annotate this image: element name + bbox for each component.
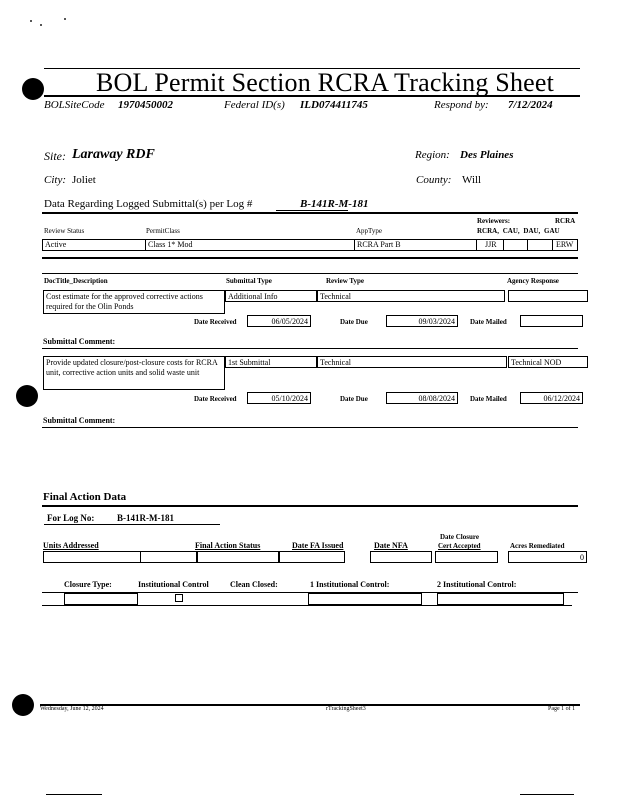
punch-hole — [12, 694, 34, 716]
scan-speck — [30, 20, 32, 22]
submittal-1-description: Cost estimate for the approved corrective actions required for the Olin Ponds — [43, 290, 225, 314]
submittal-2-type: 1st Submittal — [225, 356, 317, 368]
reviewer-rcra-value: JJR — [485, 240, 497, 249]
col-rcra-cau-dau-gau: RCRA, CAU, DAU, GAU — [477, 227, 560, 235]
federal-id-value: ILD074411745 — [300, 99, 368, 111]
units-addressed-field — [43, 551, 197, 563]
punch-hole — [16, 385, 38, 407]
institutional-control-checkbox[interactable] — [175, 594, 183, 602]
submittal-1-agency-response — [508, 290, 588, 302]
log-number-underline — [276, 210, 348, 211]
col-divider — [527, 239, 528, 251]
site-code-label: BOLSiteCode — [44, 99, 105, 111]
submittal-1-review-type: Technical — [317, 290, 505, 302]
reviewer-gau-value: ERW — [556, 240, 574, 249]
federal-id-label: Federal ID(s) — [224, 99, 285, 111]
col-divider — [552, 239, 553, 251]
date-received-label: Date Received — [194, 318, 237, 326]
log-section-rule — [42, 212, 578, 214]
date-due-label: Date Due — [340, 318, 368, 326]
county-label: County: — [416, 174, 452, 186]
log-section-heading: Data Regarding Logged Submittal(s) per Log # — [44, 198, 253, 210]
scan-speck — [40, 24, 42, 26]
date-received-label: Date Received — [194, 395, 237, 403]
final-action-status-label: Final Action Status — [195, 541, 261, 550]
submittal-1-date-due: 09/03/2024 — [386, 315, 458, 327]
submittal-1-type: Additional Info — [225, 290, 317, 302]
closure-cert-field — [435, 551, 498, 563]
col-divider — [140, 551, 141, 563]
page-title: BOL Permit Section RCRA Tracking Sheet — [96, 68, 555, 97]
submittal-2-date-received: 05/10/2024 — [247, 392, 311, 404]
col-agency-response: Agency Response — [507, 277, 559, 285]
date-mailed-label: Date Mailed — [470, 318, 507, 326]
site-label: Site: — [44, 149, 66, 163]
permit-class-value: Class 1* Mod — [148, 240, 193, 249]
for-log-underline — [44, 524, 220, 525]
institutional-control-label: Institutional Control — [138, 580, 209, 589]
submittal-2-comment-label: Submittal Comment: — [43, 416, 116, 425]
col-submittal-type: Submittal Type — [226, 277, 272, 285]
comment-rule — [42, 427, 578, 428]
col-divider — [145, 239, 146, 251]
site-code-value: 1970450002 — [118, 99, 173, 111]
submittal-2-agency-response: Technical NOD — [508, 356, 588, 368]
col-divider — [503, 239, 504, 251]
title-bottom-rule — [44, 95, 580, 97]
submittal-2-review-type: Technical — [317, 356, 507, 368]
site-value: Laraway RDF — [72, 147, 155, 162]
units-addressed-label: Units Addressed — [43, 541, 99, 550]
footer-rule — [40, 704, 580, 706]
city-label: City: — [44, 174, 66, 186]
date-fa-issued-field — [279, 551, 345, 563]
app-type-value: RCRA Part B — [357, 240, 401, 249]
col-app-type: AppType — [356, 227, 382, 235]
col-doc-title: DocTitle_Description — [44, 277, 108, 285]
submittal-2-description: Provide updated closure/post-closure costs for RCRA unit, corrective action units and solid waste unit — [43, 356, 225, 390]
clean-closed-label: Clean Closed: — [230, 580, 278, 589]
submittal-1-comment-label: Submittal Comment: — [43, 337, 116, 346]
respond-by-value: 7/12/2024 — [508, 99, 553, 111]
county-value: Will — [462, 174, 482, 186]
date-closure-label: Date Closure — [440, 533, 479, 541]
col-review-status: Review Status — [44, 227, 85, 235]
date-mailed-label: Date Mailed — [470, 395, 507, 403]
punch-hole — [22, 78, 44, 100]
date-fa-issued-label: Date FA Issued — [292, 541, 344, 550]
acres-remediated-label: Acres Remediated — [510, 542, 565, 550]
for-log-value: B-141R-M-181 — [117, 513, 174, 523]
cert-accepted-label: Cert Accepted — [438, 542, 481, 550]
rcra-label: RCRA — [555, 217, 576, 225]
inst-control-1-label: 1 Institutional Control: — [310, 580, 390, 589]
final-action-status-field — [197, 551, 279, 563]
region-label: Region: — [415, 149, 450, 161]
columns-top-rule — [42, 273, 578, 274]
acres-remediated-field: 0 — [508, 551, 587, 563]
scan-edge-mark — [46, 794, 102, 795]
final-action-heading: Final Action Data — [43, 491, 127, 503]
footer-page: Page 1 of 1 — [548, 706, 576, 712]
log-number: B-141R-M-181 — [300, 198, 369, 210]
respond-by-label: Respond by: — [434, 99, 489, 111]
closure-type-label: Closure Type: — [64, 580, 112, 589]
footer-report: rTrackingSheet3 — [326, 706, 366, 712]
log-row-frame — [42, 239, 578, 251]
closure-type-field — [64, 593, 138, 605]
submittal-2-date-due: 08/08/2024 — [386, 392, 458, 404]
review-status-value: Active — [45, 240, 67, 249]
final-action-rule — [42, 505, 578, 507]
scan-edge-mark — [520, 794, 574, 795]
date-nfa-label: Date NFA — [374, 541, 408, 550]
inst-control-1-field — [308, 593, 422, 605]
col-review-type: Review Type — [326, 277, 365, 285]
col-divider — [354, 239, 355, 251]
date-due-label: Date Due — [340, 395, 368, 403]
city-value: Joliet — [72, 174, 96, 186]
scan-speck — [64, 18, 66, 20]
date-nfa-field — [370, 551, 432, 563]
col-divider — [476, 239, 477, 251]
inst-control-2-label: 2 Institutional Control: — [437, 580, 517, 589]
inst-control-2-field — [437, 593, 564, 605]
section-rule — [42, 257, 578, 259]
col-permit-class: PermitClass — [146, 227, 180, 235]
closure-bottom-rule — [42, 605, 572, 606]
reviewers-label: Reviewers: — [477, 217, 511, 225]
submittal-1-date-mailed — [520, 315, 583, 327]
region-value: Des Plaines — [460, 149, 514, 161]
for-log-label: For Log No: — [47, 513, 95, 523]
comment-rule — [42, 348, 578, 349]
submittal-2-date-mailed: 06/12/2024 — [520, 392, 583, 404]
submittal-1-date-received: 06/05/2024 — [247, 315, 311, 327]
footer-date: Wednesday, June 12, 2024 — [40, 706, 104, 712]
